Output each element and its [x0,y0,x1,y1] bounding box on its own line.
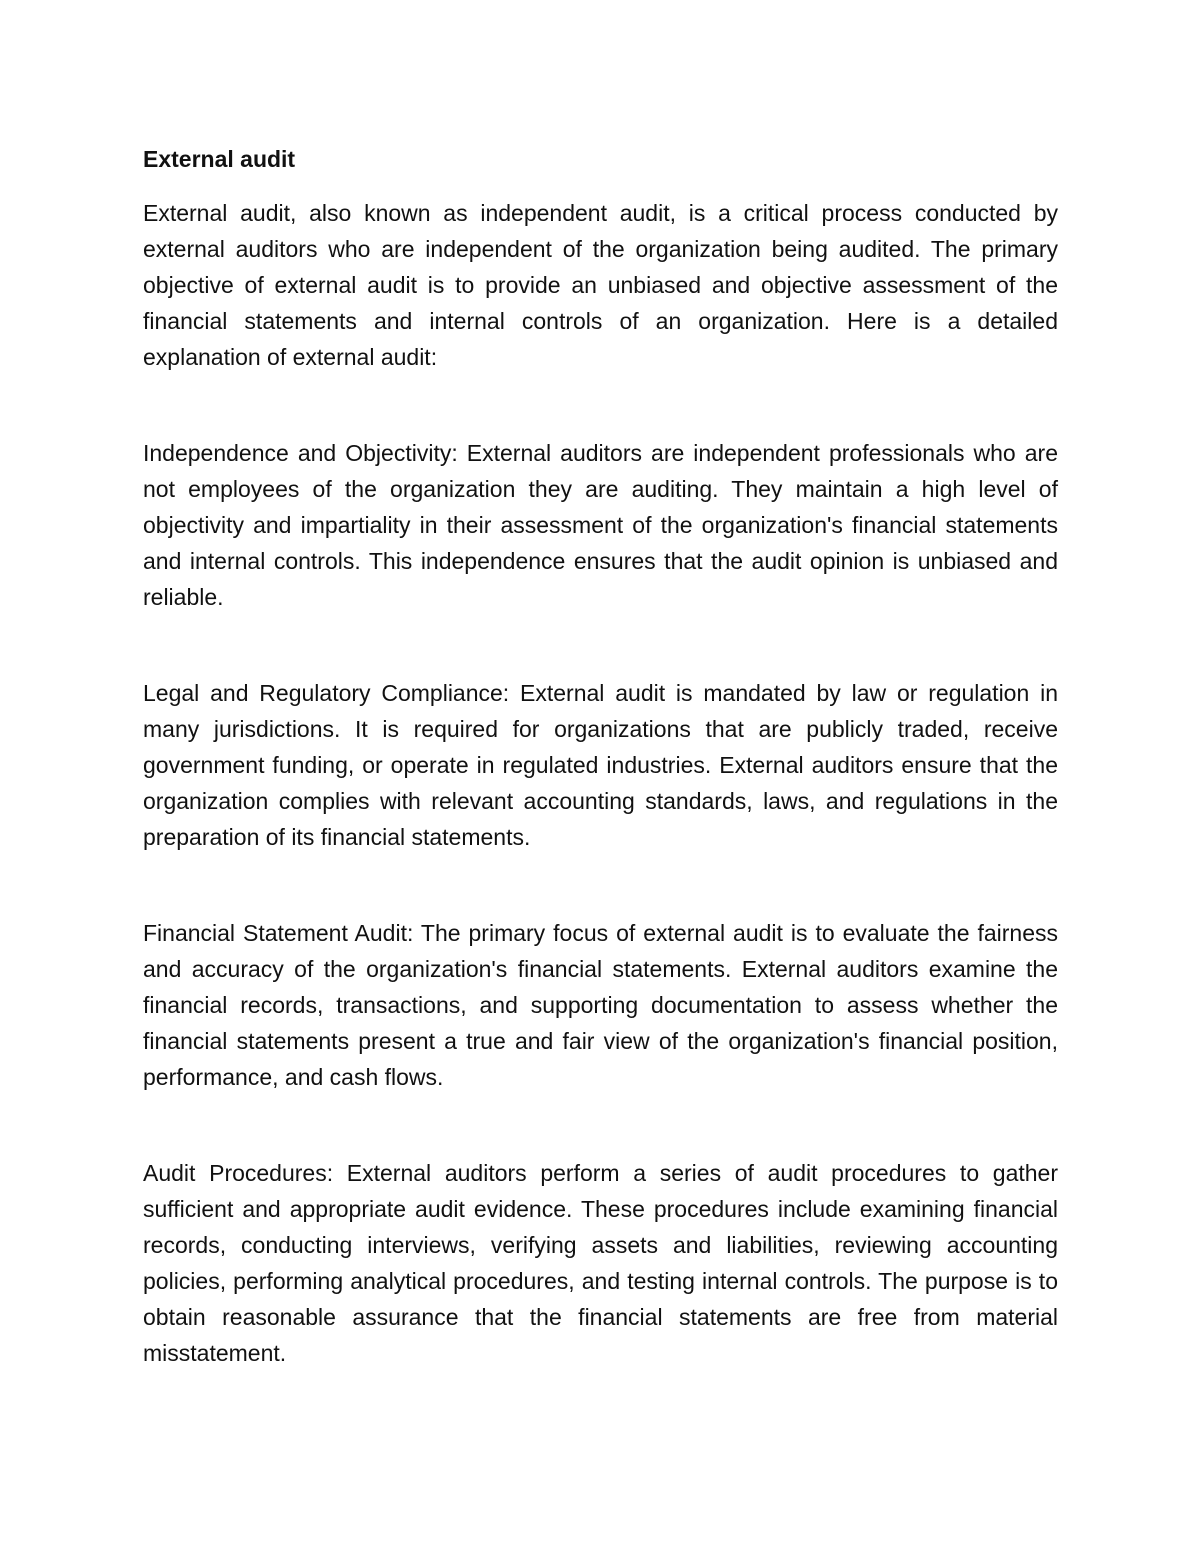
paragraph-intro: External audit, also known as independent audit, is a critical process conducted by external auditors who are independent of the organization being audited. The primary objective of external audit is to provide an unbiased and objective assessment of the financial statements and internal controls of an organization. Here is a detailed explanation of external audit: [143,200,1058,370]
paragraph-legal-regulatory-compliance: Legal and Regulatory Compliance: External audit is mandated by law or regulation in many jurisdictions. It is required for organizations that are publicly traded, receive government funding, or operate in regulated industries. External auditors ensure that the organization complies with relevant accounting standards, laws, and regulations in the preparation of its financial statements. [143,680,1058,850]
document-title: External audit [143,146,296,172]
paragraph-financial-statement-audit: Financial Statement Audit: The primary focus of external audit is to evaluate the fairness and accuracy of the organization's financial statements. External auditors examine the financial records, transactions, and supporting documentation to assess whether the financial statements present a true and fair view of the organization's financial position, performance, and cash flows. [143,920,1058,1090]
paragraph-independence-objectivity: Independence and Objectivity: External auditors are independent professionals who are not employees of the organization they are auditing. They maintain a high level of objectivity and impartiality in their assessment of the organization's financial statements and internal controls. This independence ensures that the audit opinion is unbiased and reliable. [143,440,1058,610]
document-body [143,143,1058,1371]
paragraph-audit-procedures: Audit Procedures: External auditors perform a series of audit procedures to gather sufficient and appropriate audit evidence. These procedures include examining financial records, conducting interviews, verifying assets and liabilities, reviewing accounting policies, performing analytical procedures, and testing internal controls. The purpose is to obtain reasonable assurance that the financial statements are free from material misstatement. [143,1160,1058,1366]
